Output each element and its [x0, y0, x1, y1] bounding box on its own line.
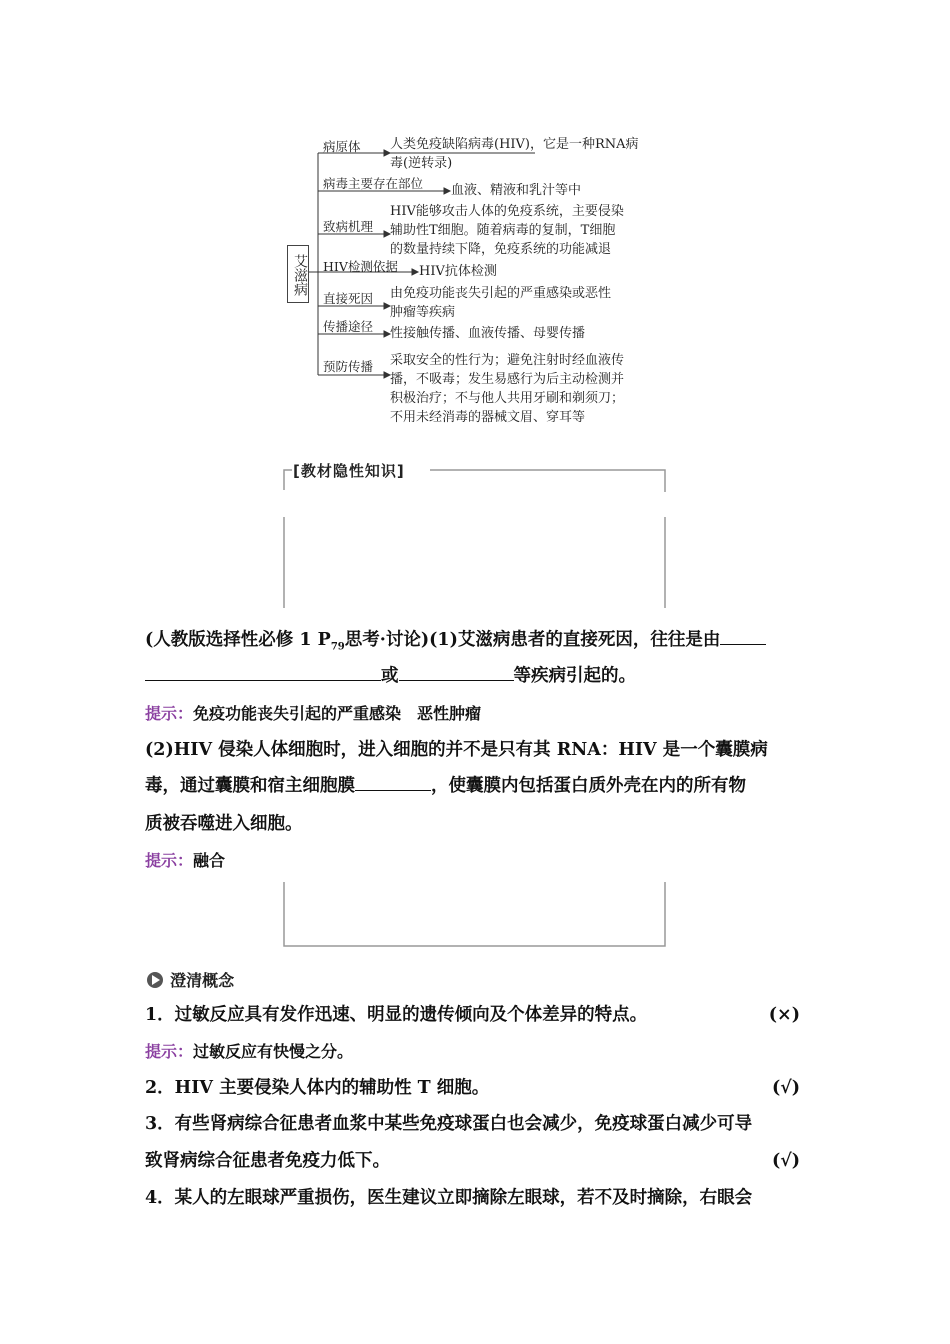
diagram-label: 致病机理	[323, 219, 374, 234]
diagram-label: 病原体	[323, 139, 361, 154]
diagram-label: HIV检测依据	[323, 259, 398, 274]
clarify-item-2: 2．HIV 主要侵染人体内的辅助性 T 细胞。 (√)	[145, 1078, 800, 1098]
question-2-line3: 质被吞噬进入细胞。	[145, 814, 303, 834]
question-1-cont: 或 等疾病引起的。	[145, 658, 636, 694]
diagram-label: 传播途径	[323, 319, 374, 334]
answer-blank[interactable]	[399, 660, 514, 681]
question-2-line1: (2)HIV 侵染人体细胞时，进入细胞的并不是只有其 RNA：HIV 是一个囊膜病	[145, 740, 768, 760]
question-2-line2: 毒，通过囊膜和宿主细胞膜 ，使囊膜内包括蛋白质外壳在内的所有物	[145, 768, 746, 804]
clarify-header: 澄清概念	[145, 968, 234, 991]
diagram-text: HIV抗体检测	[419, 264, 497, 279]
diagram-text: 由免疫功能丧失引起的严重感染或恶性 肿瘤等疾病	[390, 286, 612, 320]
diagram-label: 预防传播	[323, 359, 374, 374]
answer-blank[interactable]	[145, 660, 381, 681]
play-circle-icon	[145, 970, 165, 990]
question-1: (人教版选择性必修 1 $P_{79}$思考·讨论)(1)艾滋病患者的直接死因，往往是由	[145, 622, 766, 666]
clarify-item-3: 3．有些肾病综合征患者血浆中某些免疫球蛋白也会减少，免疫球蛋白减少可导	[145, 1114, 753, 1134]
clarify-item-4: 4．某人的左眼球严重损伤，医生建议立即摘除左眼球，若不及时摘除，右眼会	[145, 1188, 753, 1208]
diagram-text: 人类免疫缺陷病毒(HIV)，它是一种RNA病 毒(逆转录)	[390, 137, 639, 171]
clarify-item-3-cont: 致肾病综合征患者免疫力低下。 (√)	[145, 1151, 800, 1171]
diagram-text: 采取安全的性行为；避免注射时经血液传 播，不吸毒；发生易感行为后主动检测并 积极治疗；不与他人共用牙刷和剃须刀； 不用未经消毒的器械文眉、穿耳等	[390, 353, 625, 425]
diagram-text: 性接触传播、血液传播、母婴传播	[390, 326, 586, 341]
box-title: [教材隐性知识]	[293, 462, 405, 480]
answer-blank[interactable]	[720, 624, 766, 645]
clarify-hint-1: 提示：过敏反应有快慢之分。	[145, 1042, 354, 1061]
diagram-label: 病毒主要存在部位	[323, 176, 424, 191]
diagram-text: HIV能够攻击人体的免疫系统，主要侵染 辅助性T细胞。随着病毒的复制，T细胞 的数量持续下降，免疫系统的功能减退	[390, 204, 624, 257]
hint-1: 提示：免疫功能丧失引起的严重感染 恶性肿瘤	[145, 704, 482, 723]
clarify-item-1: 1．过敏反应具有发作迅速、明显的遗传倾向及个体差异的特点。 (×)	[145, 1005, 800, 1025]
diagram-text: 血液、精液和乳汁等中	[451, 183, 582, 198]
diagram-label: 直接死因	[323, 291, 374, 306]
diagram-root: 艾滋病	[287, 245, 309, 303]
answer-blank[interactable]	[355, 770, 431, 791]
hint-2: 提示：融合	[145, 851, 226, 870]
